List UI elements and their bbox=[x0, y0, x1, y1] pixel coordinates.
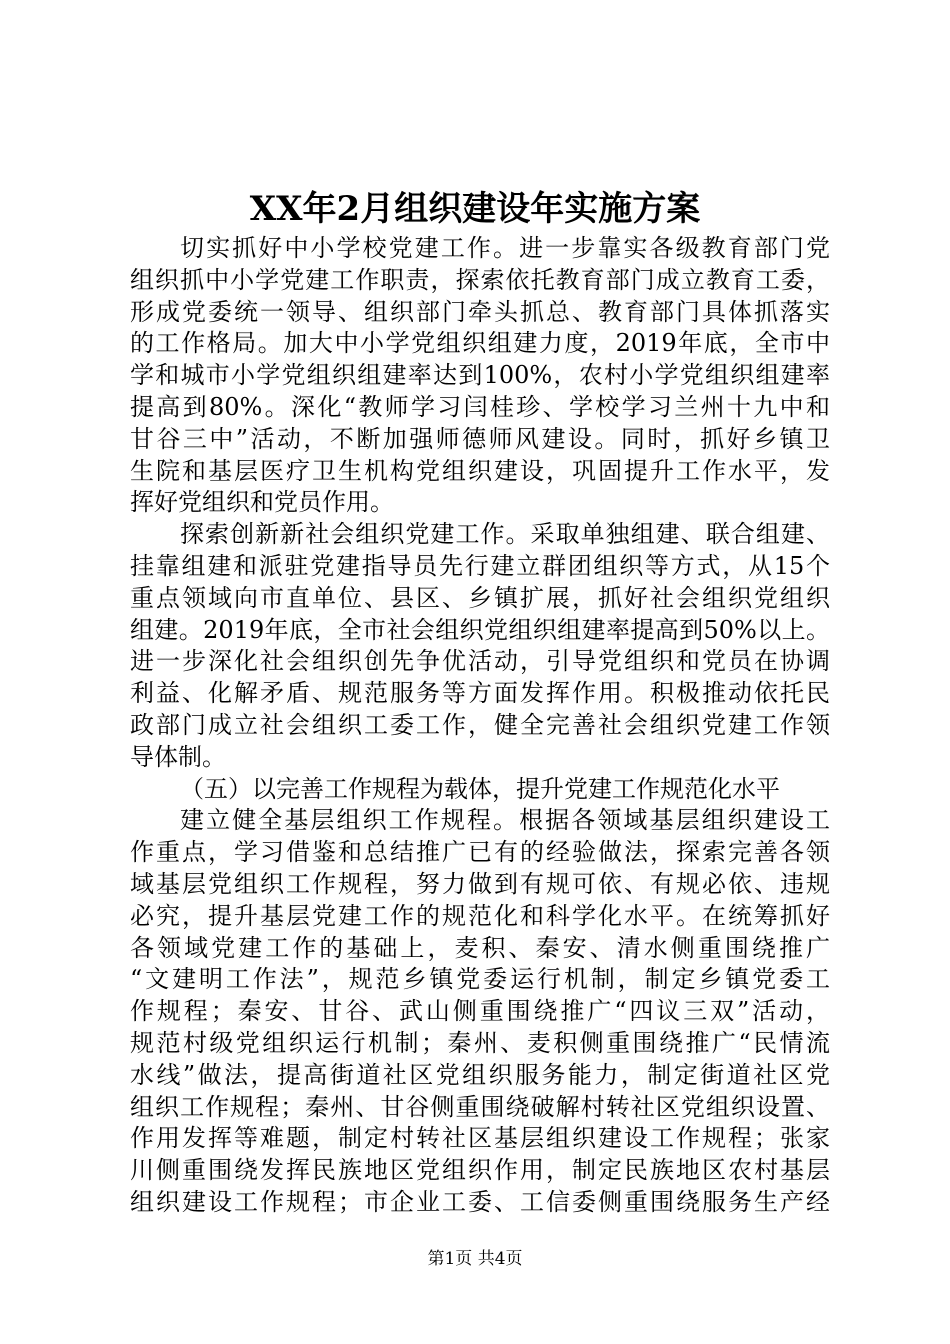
text-line: 水线”做法，提高街道社区党组织服务能力，制定街道社区党 bbox=[130, 1060, 830, 1089]
text-line: 的工作格局。加大中小学党组织组建力度，2019年底，全市中 bbox=[130, 329, 830, 358]
text-line: “文建明工作法”，规范乡镇党委运行机制，制定乡镇党委工 bbox=[130, 965, 830, 994]
text-line: 挥好党组织和党员作用。 bbox=[130, 488, 394, 517]
text-line: 甘谷三中”活动，不断加强师德师风建设。同时，抓好乡镇卫 bbox=[130, 424, 830, 453]
text-line: 学和城市小学党组织组建率达到100%，农村小学党组织组建率 bbox=[130, 361, 830, 390]
text-line: 挂靠组建和派驻党建指导员先行建立群团组织等方式，从15个 bbox=[130, 551, 830, 580]
text-line: 组织抓中小学党建工作职责，探索依托教育部门成立教育工委， bbox=[130, 265, 830, 294]
text-line: 切实抓好中小学校党建工作。进一步靠实各级教育部门党 bbox=[180, 234, 830, 262]
document-body bbox=[130, 233, 830, 1219]
text-line: 必究，提升基层党建工作的规范化和科学化水平。在统筹抓好 bbox=[130, 901, 830, 930]
text-line: 组织建设工作规程；市企业工委、工信委侧重围绕服务生产经 bbox=[130, 1187, 830, 1216]
text-line: 作重点，学习借鉴和总结推广已有的经验做法，探索完善各领 bbox=[130, 838, 830, 867]
text-line: 提高到80%。深化“教师学习闫桂珍、学校学习兰州十九中和 bbox=[130, 392, 830, 421]
text-line: （五）以完善工作规程为载体，提升党建工作规范化水平 bbox=[180, 774, 780, 803]
text-line: 作用发挥等难题，制定村转社区基层组织建设工作规程；张家 bbox=[130, 1124, 830, 1153]
page-number-footer: 第1页 共4页 bbox=[427, 1249, 523, 1269]
text-line: 组建。2019年底，全市社会组织党组织组建率提高到50%以上。 bbox=[130, 615, 830, 644]
text-line: 利益、化解矛盾、规范服务等方面发挥作用。积极推动依托民 bbox=[130, 679, 830, 708]
document-title: XX年2月组织建设年实施方案 bbox=[249, 189, 701, 229]
text-line: 政部门成立社会组织工委工作，健全完善社会组织党建工作领 bbox=[130, 710, 830, 739]
text-line: 形成党委统一领导、组织部门牵头抓总、教育部门具体抓落实 bbox=[130, 297, 830, 326]
text-line: 域基层党组织工作规程，努力做到有规可依、有规必依、违规 bbox=[130, 869, 830, 898]
text-line: 建立健全基层组织工作规程。根据各领域基层组织建设工 bbox=[180, 806, 830, 835]
text-line: 各领域党建工作的基础上，麦积、秦安、清水侧重围绕推广 bbox=[130, 933, 830, 962]
text-line: 生院和基层医疗卫生机构党组织建设，巩固提升工作水平，发 bbox=[130, 456, 830, 485]
text-line: 探索创新新社会组织党建工作。采取单独组建、联合组建、 bbox=[180, 520, 830, 549]
text-line: 重点领域向市直单位、县区、乡镇扩展，抓好社会组织党组织 bbox=[130, 583, 830, 612]
text-line: 进一步深化社会组织创先争优活动，引导党组织和党员在协调 bbox=[130, 647, 830, 676]
text-line: 川侧重围绕发挥民族地区党组织作用，制定民族地区农村基层 bbox=[130, 1156, 830, 1185]
text-line: 组织工作规程；秦州、甘谷侧重围绕破解村转社区党组织设置、 bbox=[130, 1092, 830, 1121]
text-line: 导体制。 bbox=[130, 742, 226, 771]
text-line: 规范村级党组织运行机制；秦州、麦积侧重围绕推广“民情流 bbox=[130, 1028, 830, 1057]
text-line: 作规程；秦安、甘谷、武山侧重围绕推广“四议三双”活动， bbox=[130, 997, 830, 1026]
